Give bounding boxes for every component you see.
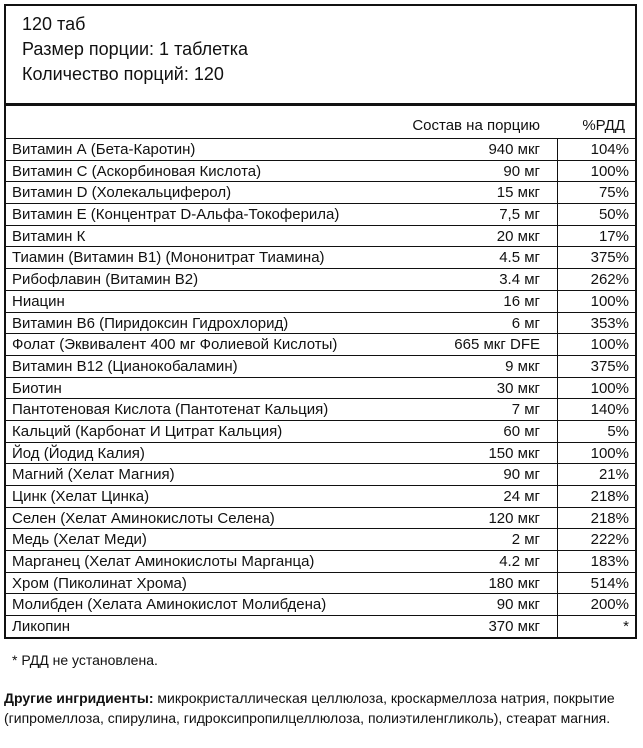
nutrient-name: Пантотеновая Кислота (Пантотенат Кальция) bbox=[12, 401, 329, 419]
nutrient-name: Биотин bbox=[12, 379, 62, 397]
nutrient-name: Магний (Хелат Магния) bbox=[12, 466, 175, 484]
nutrient-row bbox=[6, 204, 635, 226]
nutrient-name: Селен (Хелат Аминокислоты Селена) bbox=[12, 509, 275, 527]
nutrient-table bbox=[6, 139, 635, 638]
nutrient-name: Ниацин bbox=[12, 292, 65, 310]
nutrient-amount: 15 мкг bbox=[496, 184, 540, 202]
nutrient-row bbox=[6, 291, 635, 313]
nutrient-rdp: 21% bbox=[598, 466, 629, 484]
nutrient-name: Витамин В6 (Пиридоксин Гидрохлорид) bbox=[12, 314, 289, 332]
package-count: 120 таб bbox=[22, 14, 86, 34]
nutrient-name: Витамин В12 (Цианокобаламин) bbox=[12, 357, 238, 375]
nutrient-amount: 60 мг bbox=[503, 422, 540, 440]
nutrient-amount: 16 мг bbox=[503, 292, 540, 310]
nutrient-name: Витамин А (Бета-Каротин) bbox=[12, 141, 196, 158]
nutrient-name: Витамин Е (Концентрат D-Альфа-Токоферила) bbox=[12, 206, 340, 224]
nutrient-row bbox=[6, 247, 635, 269]
nutrient-amount: 20 мкг bbox=[496, 227, 540, 245]
nutrient-row bbox=[6, 551, 635, 573]
nutrient-name: Рибофлавин (Витамин В2) bbox=[12, 271, 199, 289]
nutrient-name: Марганец (Хелат Аминокислоты Марганца) bbox=[12, 553, 315, 571]
servings-per-container: Количество порций: 120 bbox=[22, 64, 224, 84]
nutrient-amount: 4.5 мг bbox=[499, 249, 540, 267]
nutrient-amount: 90 мкг bbox=[496, 596, 540, 614]
supplement-facts-panel bbox=[4, 4, 637, 639]
footnote: * РДД не установлена. bbox=[12, 652, 158, 668]
amount-column-header: Состав на порцию bbox=[412, 117, 540, 134]
nutrient-name: Фолат (Эквивалент 400 мг Фолиевой Кислоты) bbox=[12, 336, 338, 354]
nutrient-name: Ликопин bbox=[12, 618, 71, 636]
nutrient-amount: 3.4 мг bbox=[499, 271, 540, 289]
nutrient-amount: 2 мг bbox=[511, 531, 540, 549]
nutrient-rdp: 218% bbox=[590, 509, 629, 527]
nutrient-row bbox=[6, 334, 635, 356]
nutrient-rdp: 183% bbox=[590, 553, 629, 571]
nutrient-row bbox=[6, 616, 635, 638]
nutrient-row bbox=[6, 508, 635, 530]
nutrient-amount: 90 мг bbox=[503, 162, 540, 180]
nutrient-rdp: 100% bbox=[590, 162, 629, 180]
nutrient-row bbox=[6, 356, 635, 378]
rdp-column-header: %РДД bbox=[582, 117, 625, 134]
nutrient-rdp: 200% bbox=[590, 596, 629, 614]
nutrient-rdp: 5% bbox=[607, 422, 629, 440]
ingredients-text: микрокристаллическая целлюлоза, кроскармеллоза натрия, покрытие (гипромеллоза, спирулина, гидроксипропилцеллюлоза, полиэтиленгликоль), стеарат магния. bbox=[4, 690, 615, 726]
nutrient-name: Хром (Пиколинат Хрома) bbox=[12, 574, 187, 592]
nutrient-row bbox=[6, 226, 635, 248]
nutrient-rdp: 100% bbox=[590, 444, 629, 462]
nutrient-amount: 150 мкг bbox=[488, 444, 540, 462]
nutrient-row bbox=[6, 399, 635, 421]
nutrient-row bbox=[6, 161, 635, 183]
nutrient-rdp: 100% bbox=[590, 379, 629, 397]
nutrient-name: Кальций (Карбонат И Цитрат Кальция) bbox=[12, 422, 283, 440]
nutrient-rdp: 17% bbox=[598, 227, 629, 245]
nutrient-name: Молибден (Хелата Аминокислот Молибдена) bbox=[12, 596, 327, 614]
nutrient-row bbox=[6, 269, 635, 291]
nutrient-rdp: 50% bbox=[598, 206, 629, 224]
nutrient-rdp: 353% bbox=[590, 314, 629, 332]
nutrient-rdp: * bbox=[623, 618, 629, 636]
nutrient-rdp: 140% bbox=[590, 401, 629, 419]
nutrient-row bbox=[6, 443, 635, 465]
nutrient-name: Йод (Йодид Калия) bbox=[12, 444, 145, 462]
nutrient-name: Цинк (Хелат Цинка) bbox=[12, 488, 150, 505]
nutrient-row bbox=[6, 573, 635, 595]
nutrient-amount: 9 мкг bbox=[505, 357, 540, 375]
nutrient-amount: 665 мкг DFE bbox=[454, 336, 540, 354]
nutrient-amount: 7 мг bbox=[511, 401, 540, 419]
nutrient-row bbox=[6, 313, 635, 335]
nutrient-rdp: 75% bbox=[598, 184, 629, 202]
column-headers bbox=[6, 106, 635, 139]
nutrient-row bbox=[6, 486, 635, 508]
nutrient-amount: 180 мкг bbox=[488, 574, 540, 592]
nutrient-row bbox=[6, 182, 635, 204]
nutrient-rdp: 218% bbox=[590, 488, 629, 505]
nutrient-name: Витамин К bbox=[12, 227, 86, 245]
ingredients-label: Другие ингридиенты: bbox=[4, 690, 154, 706]
nutrient-amount: 4.2 мг bbox=[499, 553, 540, 571]
nutrient-amount: 6 мг bbox=[511, 314, 540, 332]
serving-info bbox=[6, 6, 635, 106]
nutrient-row bbox=[6, 421, 635, 443]
nutrient-row bbox=[6, 529, 635, 551]
nutrient-row bbox=[6, 139, 635, 161]
other-ingredients bbox=[4, 689, 636, 728]
nutrient-rdp: 514% bbox=[590, 574, 629, 592]
nutrient-rdp: 375% bbox=[590, 357, 629, 375]
nutrient-rdp: 222% bbox=[590, 531, 629, 549]
nutrient-rdp: 262% bbox=[590, 271, 629, 289]
nutrient-rdp: 104% bbox=[590, 141, 629, 158]
nutrient-name: Медь (Хелат Меди) bbox=[12, 531, 147, 549]
nutrient-amount: 30 мкг bbox=[496, 379, 540, 397]
nutrient-rdp: 375% bbox=[590, 249, 629, 267]
nutrient-amount: 7,5 мг bbox=[499, 206, 540, 224]
nutrient-rdp: 100% bbox=[590, 336, 629, 354]
serving-size: Размер порции: 1 таблетка bbox=[22, 39, 249, 59]
nutrient-name: Тиамин (Витамин В1) (Мононитрат Тиамина) bbox=[12, 249, 325, 267]
nutrient-amount: 24 мг bbox=[503, 488, 540, 505]
nutrient-amount: 940 мкг bbox=[488, 141, 540, 158]
nutrient-amount: 120 мкг bbox=[488, 509, 540, 527]
nutrient-row bbox=[6, 594, 635, 616]
nutrient-row bbox=[6, 378, 635, 400]
nutrient-name: Витамин С (Аскорбиновая Кислота) bbox=[12, 162, 262, 180]
nutrient-amount: 90 мг bbox=[503, 466, 540, 484]
nutrient-row bbox=[6, 464, 635, 486]
nutrient-name: Витамин D (Холекальциферол) bbox=[12, 184, 232, 202]
nutrient-rdp: 100% bbox=[590, 292, 629, 310]
nutrient-amount: 370 мкг bbox=[488, 618, 540, 636]
